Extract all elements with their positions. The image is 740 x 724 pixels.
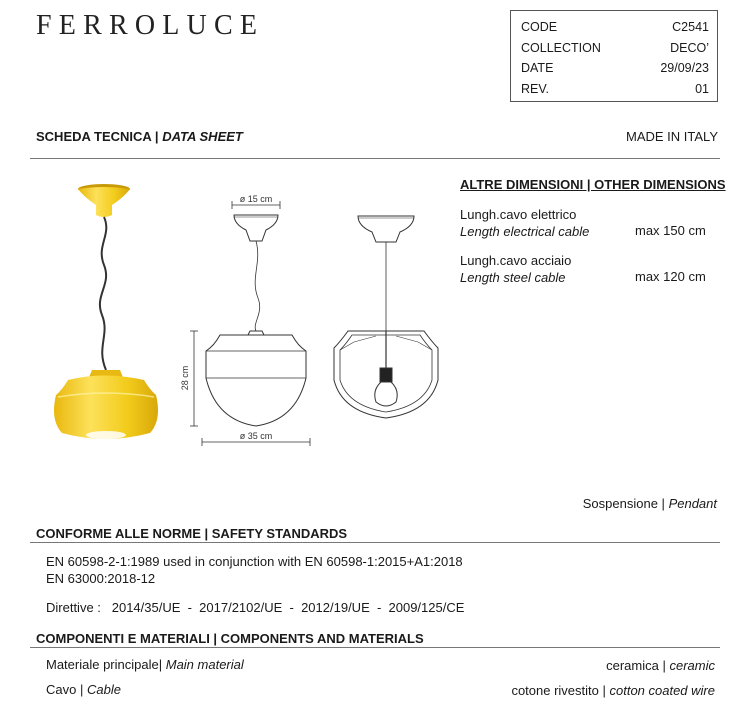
standards-divider bbox=[30, 542, 720, 543]
product-type-it: Sospensione | bbox=[582, 496, 665, 511]
dim-item-electrical-cable bbox=[460, 206, 589, 240]
standard-line: EN 63000:2018-12 bbox=[46, 570, 156, 586]
lamp-opening bbox=[86, 431, 126, 439]
dim-value-electrical-cable: max 150 cm bbox=[635, 223, 706, 238]
info-label: DATE bbox=[521, 61, 554, 75]
drawing-cable bbox=[255, 241, 260, 331]
canopy-body bbox=[78, 187, 130, 217]
info-row-rev bbox=[521, 79, 709, 100]
dim-label-height: 28 cm bbox=[180, 365, 190, 391]
component-value-en: cotton coated wire bbox=[609, 683, 715, 698]
component-value-cable bbox=[511, 683, 715, 700]
sheet-title bbox=[36, 129, 243, 144]
dim-item-steel-cable bbox=[460, 252, 571, 286]
standard-line: EN 60598-2-1:1989 used in conjunction with EN 60598-1:2015+A1:2018 bbox=[46, 554, 463, 569]
bulb-socket bbox=[380, 368, 392, 382]
other-dimensions-title: ALTRE DIMENSIONI | OTHER DIMENSIONS bbox=[460, 177, 726, 192]
product-type bbox=[583, 496, 717, 513]
standards-title: CONFORME ALLE NORME | SAFETY STANDARDS bbox=[36, 526, 348, 541]
technical-drawing-side bbox=[176, 188, 326, 450]
component-value-en: ceramic bbox=[669, 658, 715, 673]
components-divider bbox=[30, 647, 720, 648]
lamp-shade bbox=[54, 376, 158, 440]
sheet-title-it: SCHEDA TECNICA | bbox=[36, 129, 159, 144]
component-row-cable bbox=[46, 682, 121, 699]
info-value: DECO’ bbox=[670, 40, 709, 55]
info-row-collection bbox=[521, 38, 709, 59]
dim-label-it: Lungh.cavo elettrico bbox=[460, 207, 577, 222]
product-type-en: Pendant bbox=[668, 496, 717, 511]
component-label-en: Cable bbox=[86, 682, 121, 697]
dim-label-top: ø 15 cm bbox=[239, 194, 273, 204]
component-value-it: cotone rivestito | bbox=[511, 683, 606, 698]
dim-label-it: Lungh.cavo acciaio bbox=[460, 253, 572, 268]
cable bbox=[100, 217, 106, 370]
drawing-shade bbox=[206, 335, 306, 426]
sheet-title-en: DATA SHEET bbox=[162, 129, 243, 144]
info-row-date bbox=[521, 58, 709, 79]
components-title: COMPONENTI E MATERIALI | COMPONENTS AND MATERIALS bbox=[36, 631, 424, 646]
info-value: 01 bbox=[695, 81, 709, 96]
product-photo bbox=[46, 175, 176, 445]
info-value: 29/09/23 bbox=[660, 61, 709, 75]
dim-value-steel-cable: max 120 cm bbox=[635, 269, 706, 284]
dim-label-en: Length steel cable bbox=[460, 270, 566, 285]
component-label-it: Materiale principale| bbox=[46, 657, 163, 672]
component-value-main-material bbox=[606, 658, 715, 675]
component-label-it: Cavo | bbox=[46, 682, 84, 697]
info-label: COLLECTION bbox=[521, 40, 601, 55]
standards-list bbox=[46, 554, 463, 587]
technical-drawing-section bbox=[326, 208, 446, 428]
dim-label-bottom: ø 35 cm bbox=[239, 431, 273, 441]
bulb bbox=[375, 382, 397, 406]
header-divider bbox=[30, 158, 720, 159]
dim-label-en: Length electrical cable bbox=[460, 224, 590, 239]
info-value: C2541 bbox=[672, 20, 709, 34]
section-canopy bbox=[358, 216, 414, 242]
component-label-en: Main material bbox=[165, 657, 244, 672]
component-row-main-material bbox=[46, 657, 244, 674]
directives-line: Direttive : 2014/35/UE - 2017/2102/UE - 2012/19/UE - 2009/125/CE bbox=[46, 600, 465, 615]
info-row-code bbox=[521, 17, 709, 38]
info-label: REV. bbox=[521, 81, 550, 96]
made-in-label: MADE IN ITALY bbox=[626, 129, 718, 144]
info-label: CODE bbox=[521, 20, 558, 34]
component-value-it: ceramica | bbox=[606, 658, 666, 673]
info-box bbox=[510, 10, 718, 102]
brand-logo: FERROLUCE bbox=[36, 10, 265, 41]
drawing-canopy bbox=[234, 215, 278, 241]
